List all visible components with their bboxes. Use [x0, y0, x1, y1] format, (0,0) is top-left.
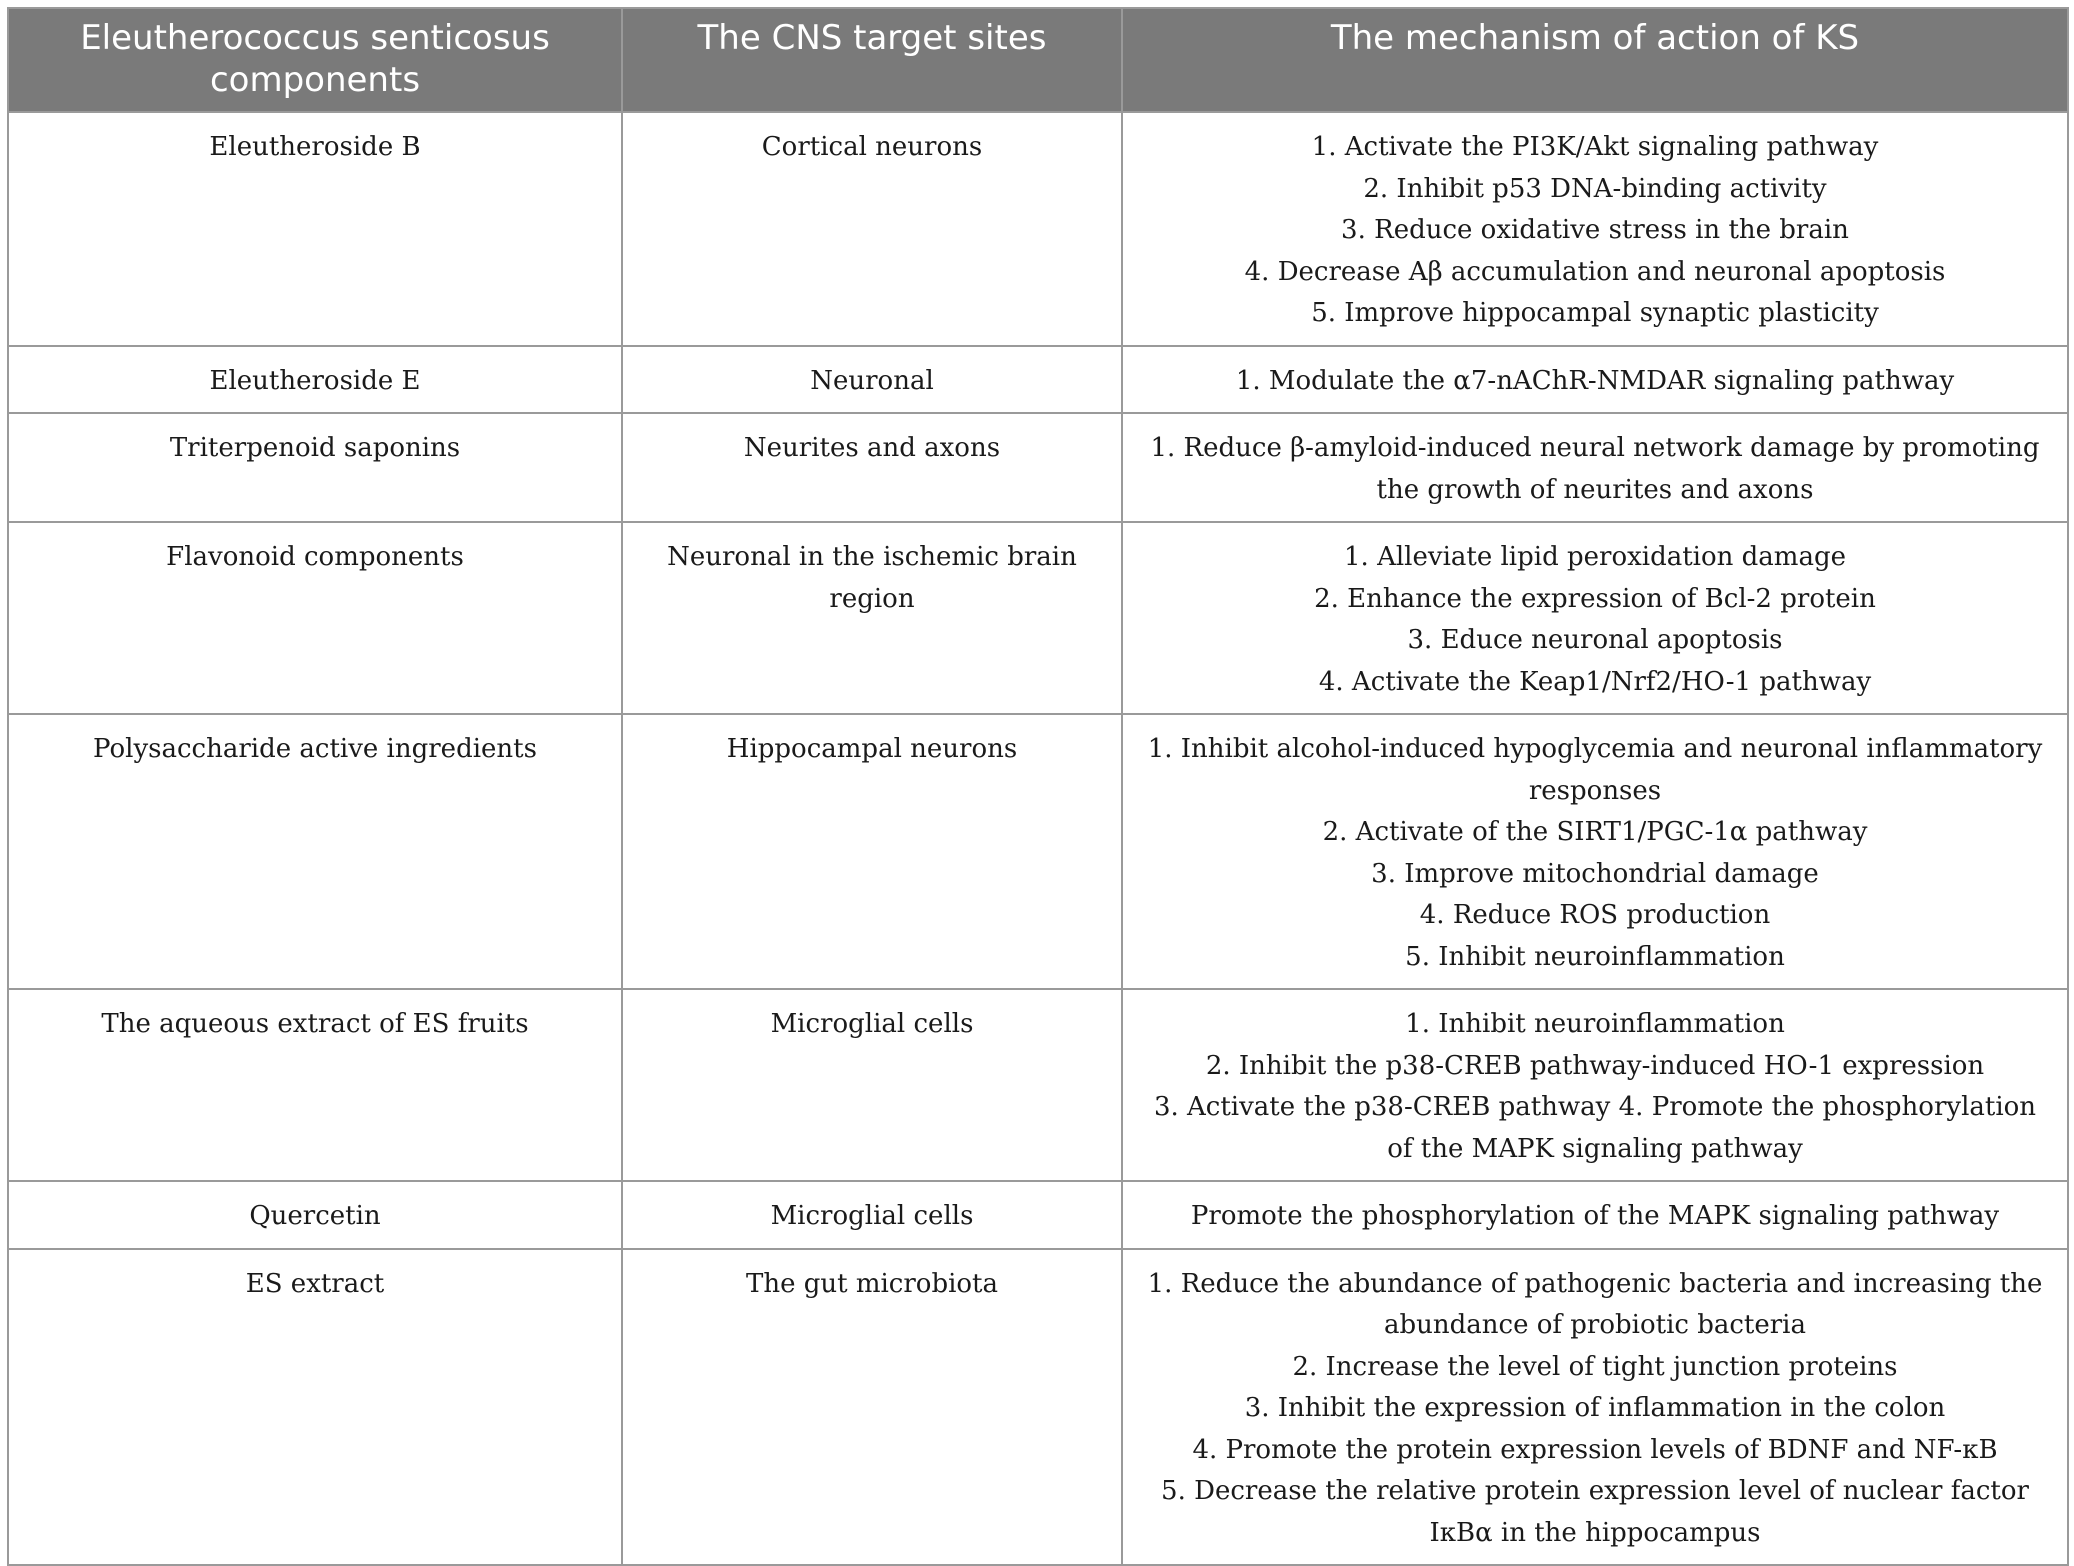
table-row	[8, 413, 2068, 522]
mechanism-cell	[1122, 346, 2068, 414]
mechanism-item: 3. Inhibit the expression of inflammation in the colon	[1244, 1393, 1946, 1423]
table-row	[8, 989, 2068, 1181]
target-site-cell: Neuronal	[622, 346, 1122, 414]
mechanism-cell	[1122, 522, 2068, 714]
component-cell: Polysaccharide active ingredients	[8, 714, 622, 989]
mechanism-cell	[1122, 989, 2068, 1181]
mechanism-item: 4. Activate the Keap1/Nrf2/HO-1 pathway	[1318, 666, 1872, 697]
table-row	[8, 714, 2068, 989]
header-mechanism: The mechanism of action of KS	[1122, 8, 2068, 112]
mechanism-table	[7, 7, 2069, 1566]
mechanism-cell	[1122, 714, 2068, 989]
mechanism-cell	[1122, 1249, 2068, 1566]
mechanism-item: 1. Inhibit alcohol-induced hypoglycemia and neuronal inflammatory responses	[1147, 734, 2043, 806]
mechanism-item: 4. Reduce ROS production	[1419, 900, 1771, 930]
mechanism-item: 5. Improve hippocampal synaptic plasticity	[1311, 298, 1879, 328]
mechanism-item: 3. Reduce oxidative stress in the brain	[1341, 215, 1849, 245]
table-row	[8, 346, 2068, 414]
component-cell: Triterpenoid saponins	[8, 413, 622, 522]
target-site-cell: Microglial cells	[622, 1181, 1122, 1249]
target-site-cell: Hippocampal neurons	[622, 714, 1122, 989]
mechanism-item: Promote the phosphorylation of the MAPK signaling pathway	[1190, 1201, 2000, 1231]
table-row	[8, 522, 2068, 714]
mechanism-item: 2. Inhibit p53 DNA-binding activity	[1363, 173, 1827, 204]
component-cell: Eleutheroside E	[8, 346, 622, 414]
mechanism-item: 3. Activate the p38-CREB pathway 4. Promote the phosphorylation of the MAPK signaling pathway	[1153, 1092, 2037, 1164]
table-row	[8, 1249, 2068, 1566]
target-site-cell: Cortical neurons	[622, 112, 1122, 346]
mechanism-cell	[1122, 1181, 2068, 1249]
mechanism-item: 1. Activate the PI3K/Akt signaling pathway	[1311, 132, 1879, 162]
mechanism-cell	[1122, 112, 2068, 346]
mechanism-item: 2. Inhibit the p38-CREB pathway-induced HO-1 expression	[1205, 1050, 1985, 1081]
mechanism-item: 1. Reduce the abundance of pathogenic bacteria and increasing the abundance of probiotic bacteria	[1147, 1268, 2043, 1340]
header-components: Eleutherococcus senticosus components	[8, 8, 622, 112]
target-site-cell: Neuronal in the ischemic brain region	[622, 522, 1122, 714]
mechanism-item: 5. Inhibit neuroinflammation	[1405, 941, 1785, 972]
mechanism-item: 1. Alleviate lipid peroxidation damage	[1344, 542, 1846, 572]
mechanism-item: 2. Activate of the SIRT1/PGC-1α pathway	[1322, 817, 1868, 847]
target-site-cell: The gut microbiota	[622, 1249, 1122, 1566]
table-row	[8, 112, 2068, 346]
mechanism-item: 5. Decrease the relative protein expression level of nuclear factor IκBα in the hippocampus	[1161, 1476, 2029, 1548]
mechanism-cell	[1122, 413, 2068, 522]
component-cell: ES extract	[8, 1249, 622, 1566]
header-row	[8, 8, 2068, 112]
mechanism-item: 1. Inhibit neuroinflammation	[1405, 1009, 1785, 1039]
target-site-cell: Microglial cells	[622, 989, 1122, 1181]
mechanism-item: 3. Improve mitochondrial damage	[1371, 858, 1819, 889]
component-cell: The aqueous extract of ES fruits	[8, 989, 622, 1181]
component-cell: Quercetin	[8, 1181, 622, 1249]
table-header	[8, 8, 2068, 112]
component-cell: Flavonoid components	[8, 522, 622, 714]
target-site-cell: Neurites and axons	[622, 413, 1122, 522]
mechanism-item: 1. Reduce β-amyloid-induced neural network damage by promoting the growth of neurites and axons	[1150, 433, 2040, 505]
mechanism-item: 1. Modulate the α7-nAChR-NMDAR signaling pathway	[1235, 365, 1955, 396]
mechanism-item: 2. Increase the level of tight junction proteins	[1292, 1351, 1898, 1382]
mechanism-table-container	[7, 7, 2067, 1566]
table-row	[8, 1181, 2068, 1249]
mechanism-item: 2. Enhance the expression of Bcl-2 protein	[1314, 583, 1876, 614]
header-target-sites: The CNS target sites	[622, 8, 1122, 112]
mechanism-item: 3. Educe neuronal apoptosis	[1407, 625, 1783, 655]
component-cell: Eleutheroside B	[8, 112, 622, 346]
mechanism-item: 4. Promote the protein expression levels of BDNF and NF-κB	[1192, 1434, 1998, 1465]
mechanism-item: 4. Decrease Aβ accumulation and neuronal apoptosis	[1244, 256, 1946, 287]
table-body	[8, 112, 2068, 1565]
